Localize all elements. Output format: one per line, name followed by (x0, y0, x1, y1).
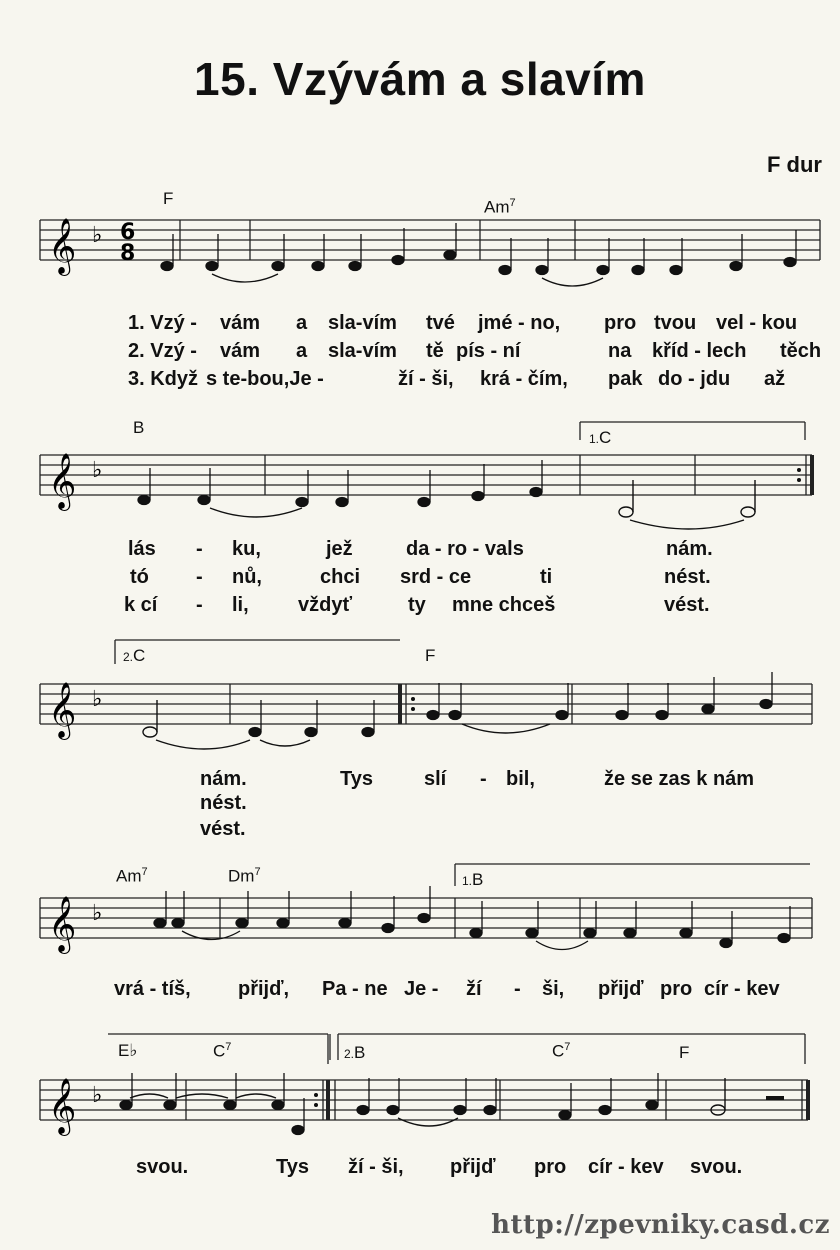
lyric-line: vrá - tíš, (114, 978, 191, 1000)
lyric-line: ží (466, 978, 482, 1000)
lyric-line: kříd - lech (652, 340, 747, 362)
music-staff-1 (0, 200, 840, 290)
chord-volta1-c: 1.C (589, 428, 612, 447)
lyric-line: do - jdu (658, 368, 731, 390)
source-url: http://zpevniky.casd.cz (491, 1210, 830, 1240)
chord-volta2-b: 2.B (344, 1043, 366, 1062)
lyric-line: svou. (690, 1156, 743, 1178)
svg-text:♭: ♭ (92, 1083, 103, 1108)
lyric-line: - (514, 978, 521, 1000)
lyric-line: a (296, 340, 308, 362)
lyric-line: tvou (654, 312, 697, 334)
chord-f: F (425, 646, 436, 665)
svg-text:♭: ♭ (92, 901, 103, 926)
lyric-line: nést. (664, 566, 711, 588)
lyric-line: přijď (598, 978, 644, 1000)
lyric-line: Tys (340, 768, 373, 790)
lyric-line: pak (608, 368, 643, 390)
lyric-line: cír - kev (704, 978, 780, 1000)
svg-text:♭: ♭ (92, 687, 103, 712)
lyric-line: že se zas k nám (604, 768, 755, 790)
lyric-line: vést. (664, 594, 710, 616)
lyric-line: krá - čím, (480, 368, 568, 390)
lyric-line: až (764, 368, 786, 390)
chord-volta1-b: 1.B (462, 870, 484, 889)
lyric-line: jmé - no, (478, 312, 561, 334)
chord-dm7: Dm$^7$ (228, 866, 261, 886)
lyric-line: ku, (232, 538, 261, 560)
chord-volta2-c: 2.C (123, 646, 146, 665)
chord-eb: E♭ (118, 1041, 138, 1060)
lyric-line: sla-vím (328, 340, 397, 362)
music-staff-3 (0, 634, 840, 754)
lyric-line: na (608, 340, 632, 362)
lyric-line: - (196, 538, 203, 560)
chord-c7: $C^7$ (213, 1041, 232, 1061)
lyric-line: vést. (200, 818, 246, 840)
lyric-line: li, (232, 594, 249, 616)
lyric-line: pro (660, 978, 693, 1000)
lyric-line: nů, (232, 566, 262, 588)
whole-rest-icon (766, 1096, 784, 1100)
lyric-line: Tys (276, 1156, 309, 1178)
time-sig-top: 6 (120, 220, 136, 245)
lyric-line: - (196, 594, 203, 616)
lyric-line: nám. (666, 538, 713, 560)
lyric-line: Pa - ne (322, 978, 388, 1000)
lyric-line: vždyť (298, 594, 353, 616)
lyric-line: - (196, 566, 203, 588)
chord-f: F (163, 189, 174, 208)
svg-text:𝄞: 𝄞 (48, 896, 77, 952)
lyric-line: přijď, (238, 978, 290, 1000)
lyric-line: a (296, 312, 308, 334)
lyric-line: ši, (542, 978, 565, 1000)
lyric-line: nést. (200, 792, 247, 814)
svg-text:𝄞: 𝄞 (48, 682, 77, 738)
lyric-line: tě (426, 340, 444, 362)
time-sig-bottom: 8 (120, 241, 136, 266)
chord-c7: $C^7$ (552, 1041, 571, 1061)
lyric-line: nám. (200, 768, 247, 790)
lyric-line: svou. (136, 1156, 189, 1178)
treble-clef-icon: 𝄞 (48, 218, 77, 274)
lyric-line: mne chceš (452, 594, 556, 616)
lyric-line: srd - ce (400, 566, 472, 588)
lyric-line: slí (424, 768, 447, 790)
lyric-line: pís - ní (456, 340, 521, 362)
lyric-line: vám (220, 312, 261, 334)
lyric-line: Je - (404, 978, 439, 1000)
chord-am7: Am$^7$ (484, 197, 516, 217)
lyric-line: 3. Když (128, 368, 199, 390)
chord-f: F (679, 1043, 690, 1062)
lyric-line: k cí (124, 594, 158, 616)
lyric-line: ty (408, 594, 426, 616)
chord-am7: Am$^7$ (116, 866, 148, 886)
lyric-line: pro (604, 312, 637, 334)
lyric-line: bil, (506, 768, 535, 790)
lyric-line: da - ro - vals (406, 538, 524, 560)
lyric-line: ží - ši, (398, 368, 454, 390)
lyric-line: chci (320, 566, 361, 588)
lyric-line: s te-bou,Je - (206, 368, 324, 390)
lyric-line: ží - ši, (348, 1156, 404, 1178)
song-title: 15. Vzývám a slavím (194, 53, 646, 105)
music-staff-2 (0, 420, 840, 530)
svg-text:𝄞: 𝄞 (48, 1078, 77, 1134)
music-staff-5 (0, 1030, 840, 1150)
lyric-line: 2. Vzý - (128, 340, 197, 362)
lyric-line: tvé (426, 312, 455, 334)
lyric-line: sla-vím (328, 312, 397, 334)
lyric-line: vám (220, 340, 261, 362)
lyric-line: ti (540, 566, 553, 588)
lyric-line: těch (780, 340, 822, 362)
chord-b: B (133, 418, 145, 437)
lyric-line: vel - kou (716, 312, 798, 334)
song-key: F dur (767, 152, 822, 177)
flat-icon: ♭ (92, 223, 103, 248)
lyric-line: cír - kev (588, 1156, 664, 1178)
lyric-line: pro (534, 1156, 567, 1178)
lyric-line: přijď (450, 1156, 496, 1178)
lyric-line: tó (130, 566, 149, 588)
lyric-line: lás (128, 538, 156, 560)
lyric-line: - (480, 768, 487, 790)
lyric-line: jež (326, 538, 353, 560)
svg-text:♭: ♭ (92, 458, 103, 483)
lyric-line: 1. Vzý - (128, 312, 197, 334)
music-staff-4 (0, 862, 840, 972)
svg-text:𝄞: 𝄞 (48, 453, 77, 509)
